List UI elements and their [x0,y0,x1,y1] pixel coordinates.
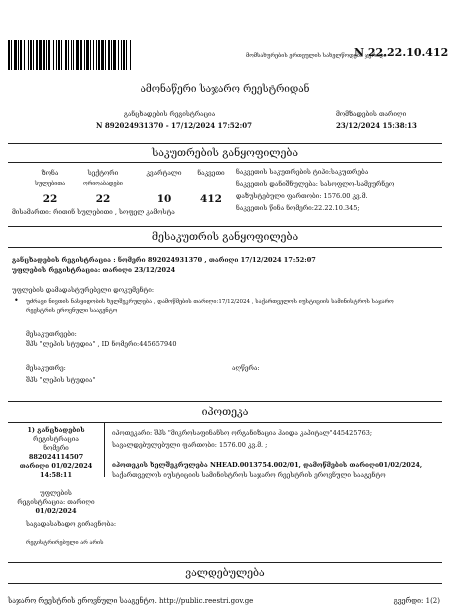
zone-header: ზონა [41,169,59,177]
mortgage-right-reg-label: რეგისტრაცია: თარიღი [17,498,95,506]
owners-value: შპს "ლეპის სტუდია" , ID ნომერი:445657940 [26,340,177,348]
owner-right-registration: უფლების რეგისტრაცია: თარიღი 23/12/2024 [12,266,176,274]
footer-source: საჯარო რეესტრის ეროვნული სააგენტო. http://public.reestri.gov.ge [8,597,254,605]
property-section-header [8,143,442,163]
property-previous-number: ნაკვეთის წინა ნომერი:22.22.10.345; [236,204,360,212]
parcel-header: ნაკვეთი [197,169,225,177]
tax-lien-value: რეგისტრირებული არ არის [26,540,104,546]
mortgagee: იპოთეკარი: შპს "მიკროსაფინანსო ორგანიზაცია ჰაიდა კაპიტალ"445425763; [112,429,373,437]
owner-desc-label: მესაკუთრე: [26,364,66,372]
sector-header: სექტორი [87,169,119,177]
application-value: N 892024931370 - 17/12/2024 17:52:07 [96,121,252,130]
basis-text: უძრავი ნივთის ნასყიდობის ხელშეკრულება , დამოწმების თარიღი:17/12/2024 , საქართველოს იუსტიციის სამინისტროს საჯარო რეესტრის ეროვნული სააგენტო [26,299,394,314]
property-purpose: ნაკვეთის დანიშნულება: სასოფლო-სამეურნეო [236,180,395,188]
mortgage-area: სავალდებულებული ფართობი: 1576.00 კვ.მ. ; [112,441,268,449]
owner-section-title: მესაკუთრის განყოფილება [151,231,299,243]
bullet-icon: • [14,296,19,305]
issue-date-label: მომზადების თარიღი [336,110,407,118]
mortgage-section-title: იპოთეკა [201,406,249,418]
parcel-value: 412 [200,193,222,205]
sector-subheader: ორიოაბადები [83,181,123,187]
zone-value: 22 [42,193,58,205]
owner-registration-line: განცხადების რეგისტრაცია : ნომერი 892024931370 , თარიღი 17/12/2024 17:52:07 [12,256,316,264]
obligation-section-header [8,562,442,584]
owner-share-label: აღწერა: [232,364,260,372]
mortgage-reg-label: რეგისტრაცია [33,435,79,443]
property-area: დაზუსტებული ფართობი: 1576.00 კვ.მ. [236,192,368,200]
application-label: განცხადების რეგისტრაცია [124,110,216,118]
mortgage-agency: საქართველოს იუსტიციის სამინისტროს საჯარო რეესტრის ეროვნული სააგენტო [112,471,386,479]
property-address: მისამართი: რითინ სულებითი , სოფელ კამოსტა [12,208,175,216]
mortgage-right-label: უფლების [40,489,72,497]
basis-label: უფლების დამადასტურებელი დოკუმენტი: [12,286,155,294]
quarter-header: კვარტალი [146,169,182,177]
owner-desc-value: შპს "ლეპის სტუდია" [26,376,96,384]
mortgage-contract: იპოთეკის ხელშეკრულება NHEAD.0013754.002/01, დამოწმების თარიღი01/02/2024, [112,461,423,469]
mortgage-number-value: 882024114507 [28,453,84,461]
mortgage-number-label: ნომერი [43,444,69,452]
mortgage-section-header [8,401,442,423]
sector-value: 22 [95,193,111,205]
zone-subheader: სულებითა [34,181,66,187]
quarter-value: 10 [156,193,172,205]
header-small-label: მომსახურების ერთეულის სახელწოდება ჯერადი [246,53,387,59]
mortgage-app-number: 1) განცხადების [27,426,85,434]
mortgage-divider [104,423,105,477]
property-section-title: საკუთრების განყოფილება [151,147,299,159]
mortgage-time: 14:58:11 [40,471,72,479]
property-ownership-type: ნაკვეთის საკუთრების ტიპი:საკუთრება [236,168,369,176]
tax-lien-label: საგადასახადო გირავნობა: [26,520,117,528]
barcode [8,40,240,70]
owner-section-header [8,226,442,248]
owners-label: მესაკუთრეები: [26,330,77,338]
obligation-section-title: ვალდებულება [185,567,265,579]
mortgage-right-date: 01/02/2024 [35,507,77,515]
document-number: N 22.22.10.412 [354,46,449,59]
mortgage-date: თარიღი 01/02/2024 [19,462,93,470]
registry-title: ამონაწერი საჯარო რეესტრიდან [140,84,310,95]
issue-date-value: 23/12/2024 15:38:13 [336,121,417,130]
page-number: გვერდი: 1(2) [393,597,440,605]
